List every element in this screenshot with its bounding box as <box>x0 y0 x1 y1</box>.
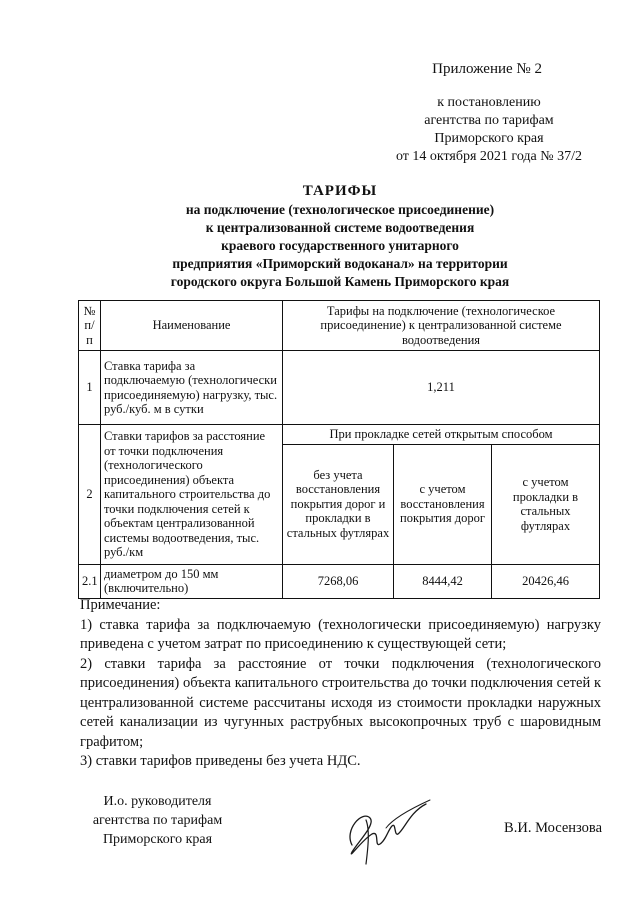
subtitle-line: предприятия «Приморский водоканал» на территории <box>172 256 508 271</box>
resolution-line: от 14 октября 2021 года № 37/2 <box>395 149 582 164</box>
note-item: 1) ставка тарифа за подключаемую (технологически присоединяемую) нагрузку приведена с учетом затрат по присоединению к существующей сети; <box>80 616 601 652</box>
table-header-row <box>79 301 600 351</box>
title-subtitle <box>80 201 600 291</box>
header-num: № п/п <box>79 301 101 351</box>
note-item: 3) ставки тарифов приведены без учета НДС. <box>80 753 361 769</box>
header-tariffs: Тарифы на подключение (технологическое присоединение) к централизованной системе водоотведения <box>283 301 600 351</box>
header-name: Наименование <box>101 301 283 351</box>
resolution-line: Приморского края <box>434 131 544 146</box>
position-line: агентства по тарифам <box>92 813 223 828</box>
row-num: 2.1 <box>79 564 101 598</box>
value-c: 20426,46 <box>492 564 600 598</box>
subtitle-line: городского округа Большой Камень Приморского края <box>170 274 510 289</box>
value-a: 7268,06 <box>283 564 394 598</box>
table-row <box>79 564 600 598</box>
value-b: 8444,42 <box>394 564 492 598</box>
row-num: 1 <box>79 351 101 425</box>
subtitle-line: к централизованной системе водоотведения <box>205 220 475 235</box>
position-line: Приморского края <box>102 832 213 847</box>
col-b-header: с учетом восстановления покрытия дорог <box>394 444 492 564</box>
position-line: И.о. руководителя <box>103 794 212 809</box>
method-header: При прокладке сетей открытым способом <box>283 425 600 445</box>
note-item: 2) ставки тарифа за расстояние от точки подключения (технологического присоединения) объекта капитального строительства до точки подключения сетей к централизованной системе рассчитаны исходя из стоимости прокладки наружных сетей канализации из чугунных раструбных высокопрочных труб с шаровидным графитом; <box>80 655 601 750</box>
signatory-name: В.И. Мосензова <box>504 820 602 836</box>
col-a-header: без учета восстановления покрытия дорог и прокладки в стальных футлярах <box>283 444 394 564</box>
notes <box>80 596 601 772</box>
row-name: Ставка тарифа за подключаемую (технологически присоединяемую) нагрузку, тыс. руб./куб. м в сутки <box>101 351 283 425</box>
notes-title: Примечание: <box>80 597 161 613</box>
tariffs-table <box>78 300 600 599</box>
appendix-label: Приложение № 2 <box>432 61 542 77</box>
subtitle-line: на подключение (технологическое присоединение) <box>185 202 495 217</box>
table-row <box>79 425 600 445</box>
document-title <box>80 182 600 291</box>
handwritten-signature <box>322 790 432 870</box>
signatory-position <box>70 792 245 849</box>
row-num: 2 <box>79 425 101 565</box>
resolution-reference <box>396 94 582 166</box>
row-name: диаметром до 150 мм (включительно) <box>101 564 283 598</box>
title-main: ТАРИФЫ <box>302 183 378 199</box>
subtitle-line: краевого государственного унитарного <box>221 238 459 253</box>
row-value: 1,211 <box>283 351 600 425</box>
col-c-header: с учетом прокладки в стальных футлярах <box>492 444 600 564</box>
resolution-line: агентства по тарифам <box>424 113 554 128</box>
table-row <box>79 351 600 425</box>
row-name: Ставки тарифов за расстояние от точки подключения (технологического присоединения) объекта капитального строительства до точки подключения сетей к объектам централизованной системы водоотведения, тыс. руб./км <box>101 425 283 565</box>
resolution-line: к постановлению <box>437 95 541 110</box>
